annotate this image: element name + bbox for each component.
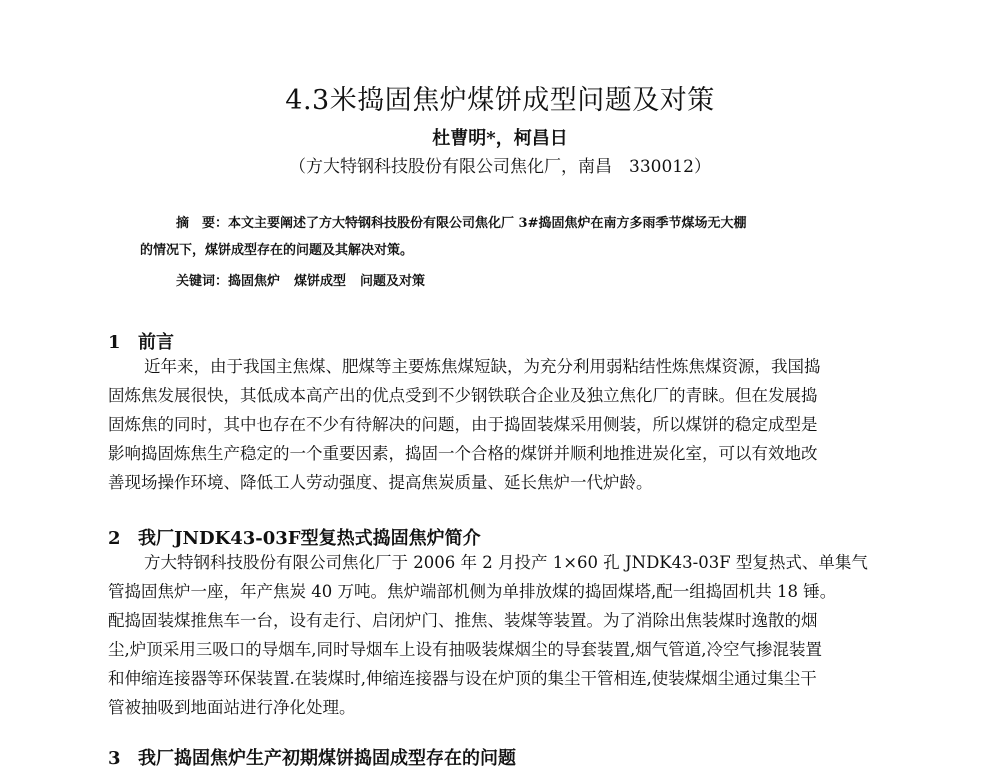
section-title: 我厂捣固焦炉生产初期煤饼捣固成型存在的问题 (138, 748, 516, 769)
paragraph-line: 配捣固装煤推焦车一台，设有走行、启闭炉门、推焦、装煤等装置。为了消除出焦装煤时逸散的烟 (108, 611, 818, 630)
paragraph-line: 固炼焦的同时，其中也存在不少有待解决的问题，由于捣固装煤采用侧装，所以煤饼的稳定成型是 (108, 415, 818, 434)
section-title: 我厂JNDK43-03F型复热式捣固焦炉简介 (138, 528, 481, 549)
paragraph-line: 近年来，由于我国主焦煤、肥煤等主要炼焦煤短缺，为充分利用弱粘结性炼焦煤资源，我国捣 (144, 357, 821, 376)
section-number: 2 (108, 528, 121, 549)
section-1-paragraph (108, 352, 888, 497)
keyword-item: 问题及对策 (360, 274, 426, 289)
paragraph-line: 方大特钢科技股份有限公司焦化厂于 2006 年 2 月投产 1×60 孔 JNDK43-03F 型复热式、单集气 (144, 553, 868, 572)
keywords-label: 关键词： (176, 274, 229, 289)
abstract (140, 210, 870, 264)
paragraph-line: 管捣固焦炉一座，年产焦炭 40 万吨。焦炉端部机侧为单排放煤的捣固煤塔,配一组捣固机共 18 锤。 (108, 582, 837, 601)
paragraph-line: 和伸缩连接器等环保装置.在装煤时,伸缩连接器与设在炉顶的集尘干管相连,使装煤烟尘通过集尘干 (108, 669, 817, 688)
section-heading-2 (108, 524, 481, 550)
paper-affiliation: （方大特钢科技股份有限公司焦化厂，南昌 330012） (289, 157, 711, 177)
section-heading-3 (108, 744, 516, 770)
abstract-text-line-2: 的情况下，煤饼成型存在的问题及其解决对策。 (140, 243, 414, 258)
paragraph-line: 善现场操作环境、降低工人劳动强度、提高焦炭质量、延长焦炉一代炉龄。 (108, 473, 653, 492)
keyword-item: 煤饼成型 (294, 274, 347, 289)
paragraph-line: 管被抽吸到地面站进行净化处理。 (108, 698, 356, 717)
section-number: 1 (108, 332, 121, 353)
abstract-label: 摘 要： (176, 216, 229, 231)
paper-authors: 杜曹明*，柯昌日 (432, 128, 568, 149)
paragraph-line: 固炼焦发展很快，其低成本高产出的优点受到不少钢铁联合企业及独立焦化厂的青睐。但在发展捣 (108, 386, 818, 405)
keyword-item: 捣固焦炉 (228, 274, 281, 289)
paragraph-line: 影响捣固炼焦生产稳定的一个重要因素，捣固一个合格的煤饼并顺利地推进炭化室，可以有效地改 (108, 444, 818, 463)
section-title: 前言 (138, 332, 174, 353)
section-2-paragraph (108, 548, 888, 722)
section-heading-1 (108, 328, 174, 354)
keywords (176, 270, 439, 289)
section-number: 3 (108, 748, 121, 769)
abstract-text-line-1: 本文主要阐述了方大特钢科技股份有限公司焦化厂 3#捣固焦炉在南方多雨季节煤场无大棚 (228, 216, 747, 231)
paper-title: 4.3米捣固焦炉煤饼成型问题及对策 (285, 85, 715, 116)
paragraph-line: 尘,炉顶采用三吸口的导烟车,同时导烟车上设有抽吸装煤烟尘的导套装置,烟气管道,冷空气掺混装置 (108, 640, 822, 659)
